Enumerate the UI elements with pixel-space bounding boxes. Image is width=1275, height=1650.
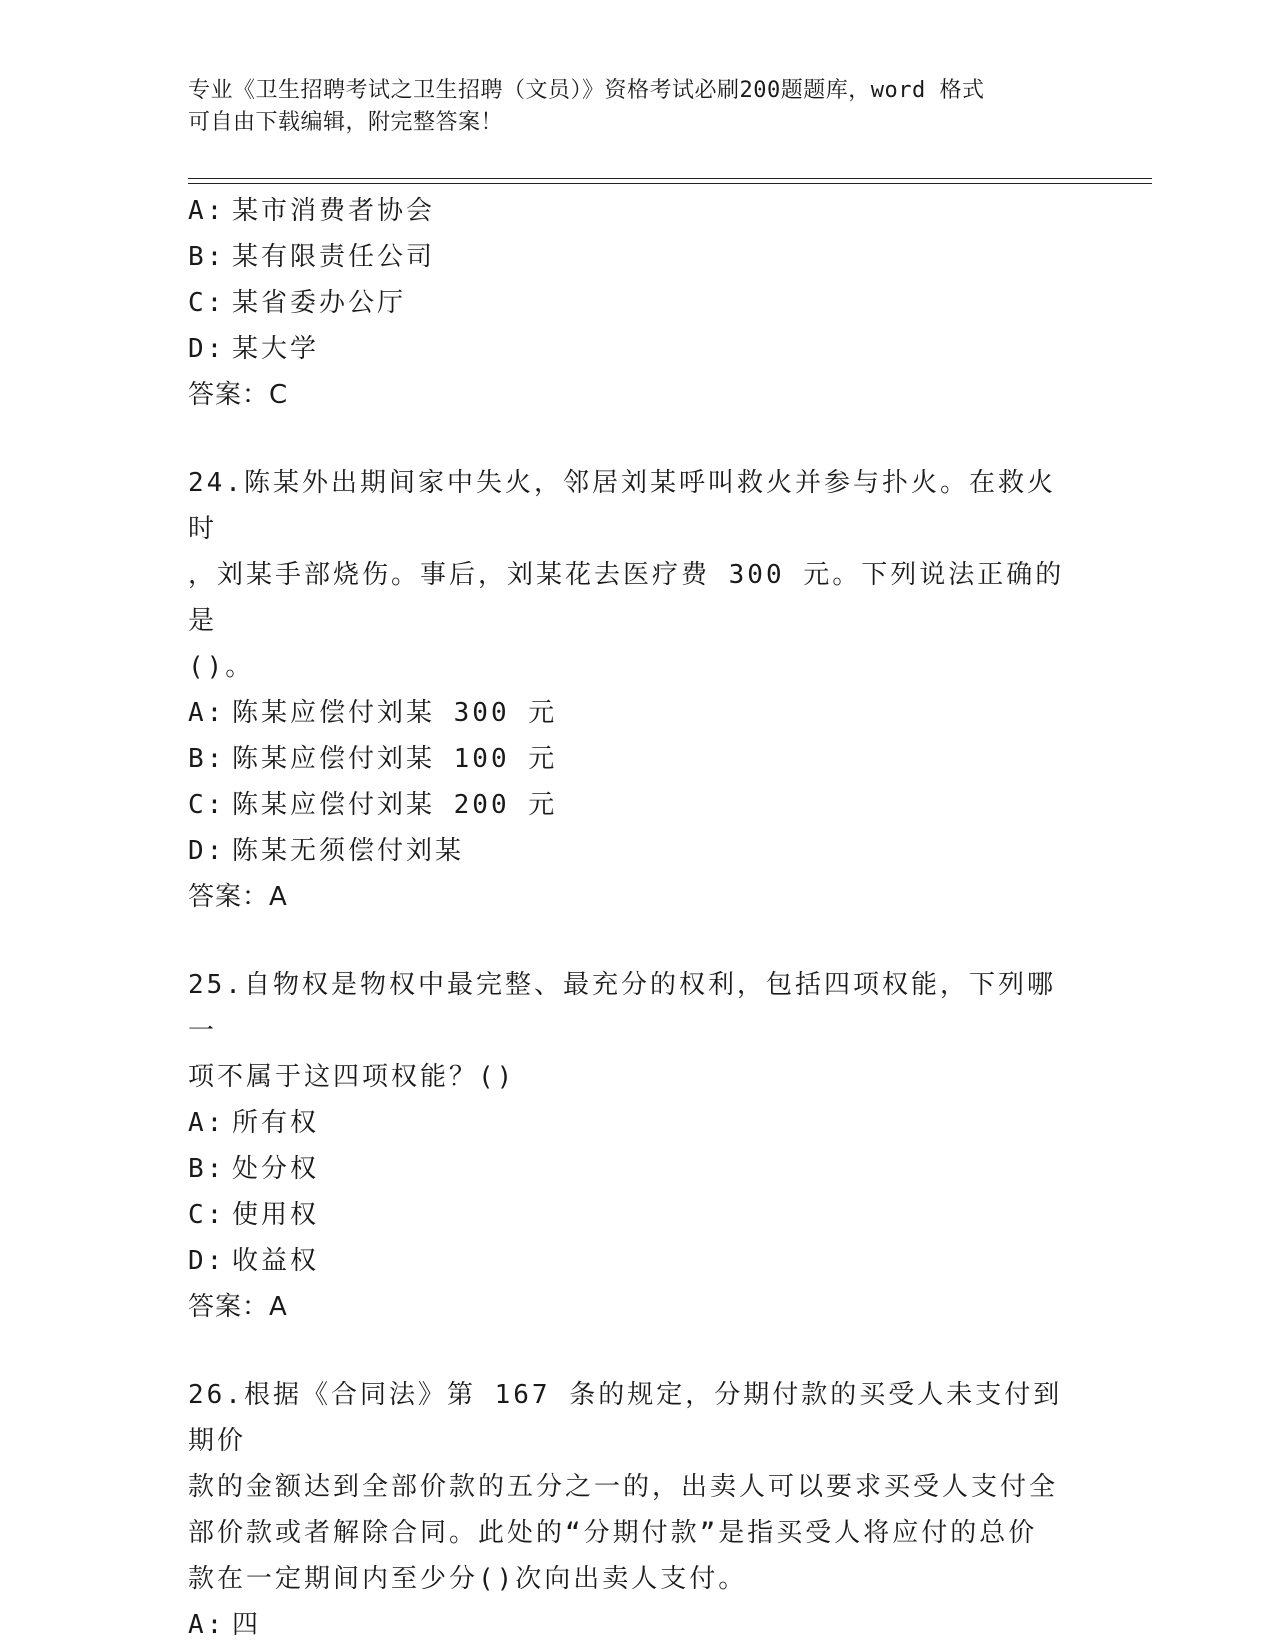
question-text: [188, 460, 1068, 690]
option-text: 陈某应偿付刘某 200 元: [232, 790, 558, 820]
question-24: [188, 460, 1088, 920]
option-key: C:: [188, 288, 226, 318]
question-text-line: 款在一定期间内至少分()次向出卖人支付。: [188, 1564, 748, 1594]
option-key: B:: [188, 744, 226, 774]
option-key: D:: [188, 1246, 226, 1276]
option-b: [188, 234, 1088, 280]
question-text-line: 24.陈某外出期间家中失火，邻居刘某呼叫救火并参与扑火。在救火时: [188, 468, 1056, 544]
option-key: A:: [188, 196, 226, 226]
header-divider-bottom: [188, 183, 1152, 184]
option-c: [188, 280, 1088, 326]
option-key: D:: [188, 334, 226, 364]
header-line-1: 专业《卫生招聘考试之卫生招聘（文员）》资格考试必刷200题题库，word 格式: [188, 78, 985, 103]
option-key: A:: [188, 1108, 226, 1138]
question-text: [188, 962, 1068, 1100]
question-text-line: 部价款或者解除合同。此处的“分期付款”是指买受人将应付的总价: [188, 1518, 1038, 1548]
option-text: 陈某应偿付刘某 100 元: [232, 744, 558, 774]
header-divider-top: [188, 178, 1152, 179]
option-key: D:: [188, 836, 226, 866]
question-26: [188, 1372, 1088, 1648]
question-text-line: 款的金额达到全部价款的五分之一的，出卖人可以要求买受人支付全: [188, 1472, 1059, 1502]
option-c: [188, 782, 1088, 828]
option-text: 四: [232, 1610, 262, 1640]
option-a: [188, 1100, 1088, 1146]
option-a: [188, 1602, 1088, 1648]
option-key: A:: [188, 698, 226, 728]
document-header: [188, 75, 1088, 139]
question-text-line: ，刘某手部烧伤。事后，刘某花去医疗费 300 元。下列说法正确的是: [188, 560, 1065, 636]
option-d: [188, 1238, 1088, 1284]
option-text: 使用权: [232, 1200, 320, 1230]
option-d: [188, 326, 1088, 372]
option-c: [188, 1192, 1088, 1238]
option-d: [188, 828, 1088, 874]
option-b: [188, 1146, 1088, 1192]
option-text: 某市消费者协会: [232, 196, 436, 226]
option-text: 所有权: [232, 1108, 320, 1138]
option-text: 某有限责任公司: [232, 242, 436, 272]
option-b: [188, 736, 1088, 782]
option-text: 某大学: [232, 334, 320, 364]
question-text: [188, 1372, 1068, 1602]
question-list: [188, 188, 1088, 1648]
question-text-line: ()。: [188, 652, 255, 682]
option-text: 陈某无须偿付刘某: [232, 836, 465, 866]
question-25: [188, 962, 1088, 1330]
header-line-2: 可自由下载编辑，附完整答案！: [188, 110, 504, 135]
question-text-line: 26.根据《合同法》第 167 条的规定，分期付款的买受人未支付到期价: [188, 1380, 1063, 1456]
option-key: B:: [188, 1154, 226, 1184]
option-key: B:: [188, 242, 226, 272]
option-text: 收益权: [232, 1246, 320, 1276]
answer-line: 答案：A: [188, 882, 288, 912]
option-key: C:: [188, 790, 226, 820]
answer-line: 答案：A: [188, 1292, 288, 1322]
question-text-line: 项不属于这四项权能？(): [188, 1062, 516, 1092]
option-text: 处分权: [232, 1154, 320, 1184]
answer-line: 答案：C: [188, 380, 289, 410]
option-a: [188, 690, 1088, 736]
question-text-line: 25.自物权是物权中最完整、最充分的权利，包括四项权能，下列哪一: [188, 970, 1056, 1046]
option-text: 某省委办公厅: [232, 288, 407, 318]
option-a: [188, 188, 1088, 234]
option-key: C:: [188, 1200, 226, 1230]
question-23: [188, 188, 1088, 418]
option-key: A:: [188, 1610, 226, 1640]
option-text: 陈某应偿付刘某 300 元: [232, 698, 558, 728]
